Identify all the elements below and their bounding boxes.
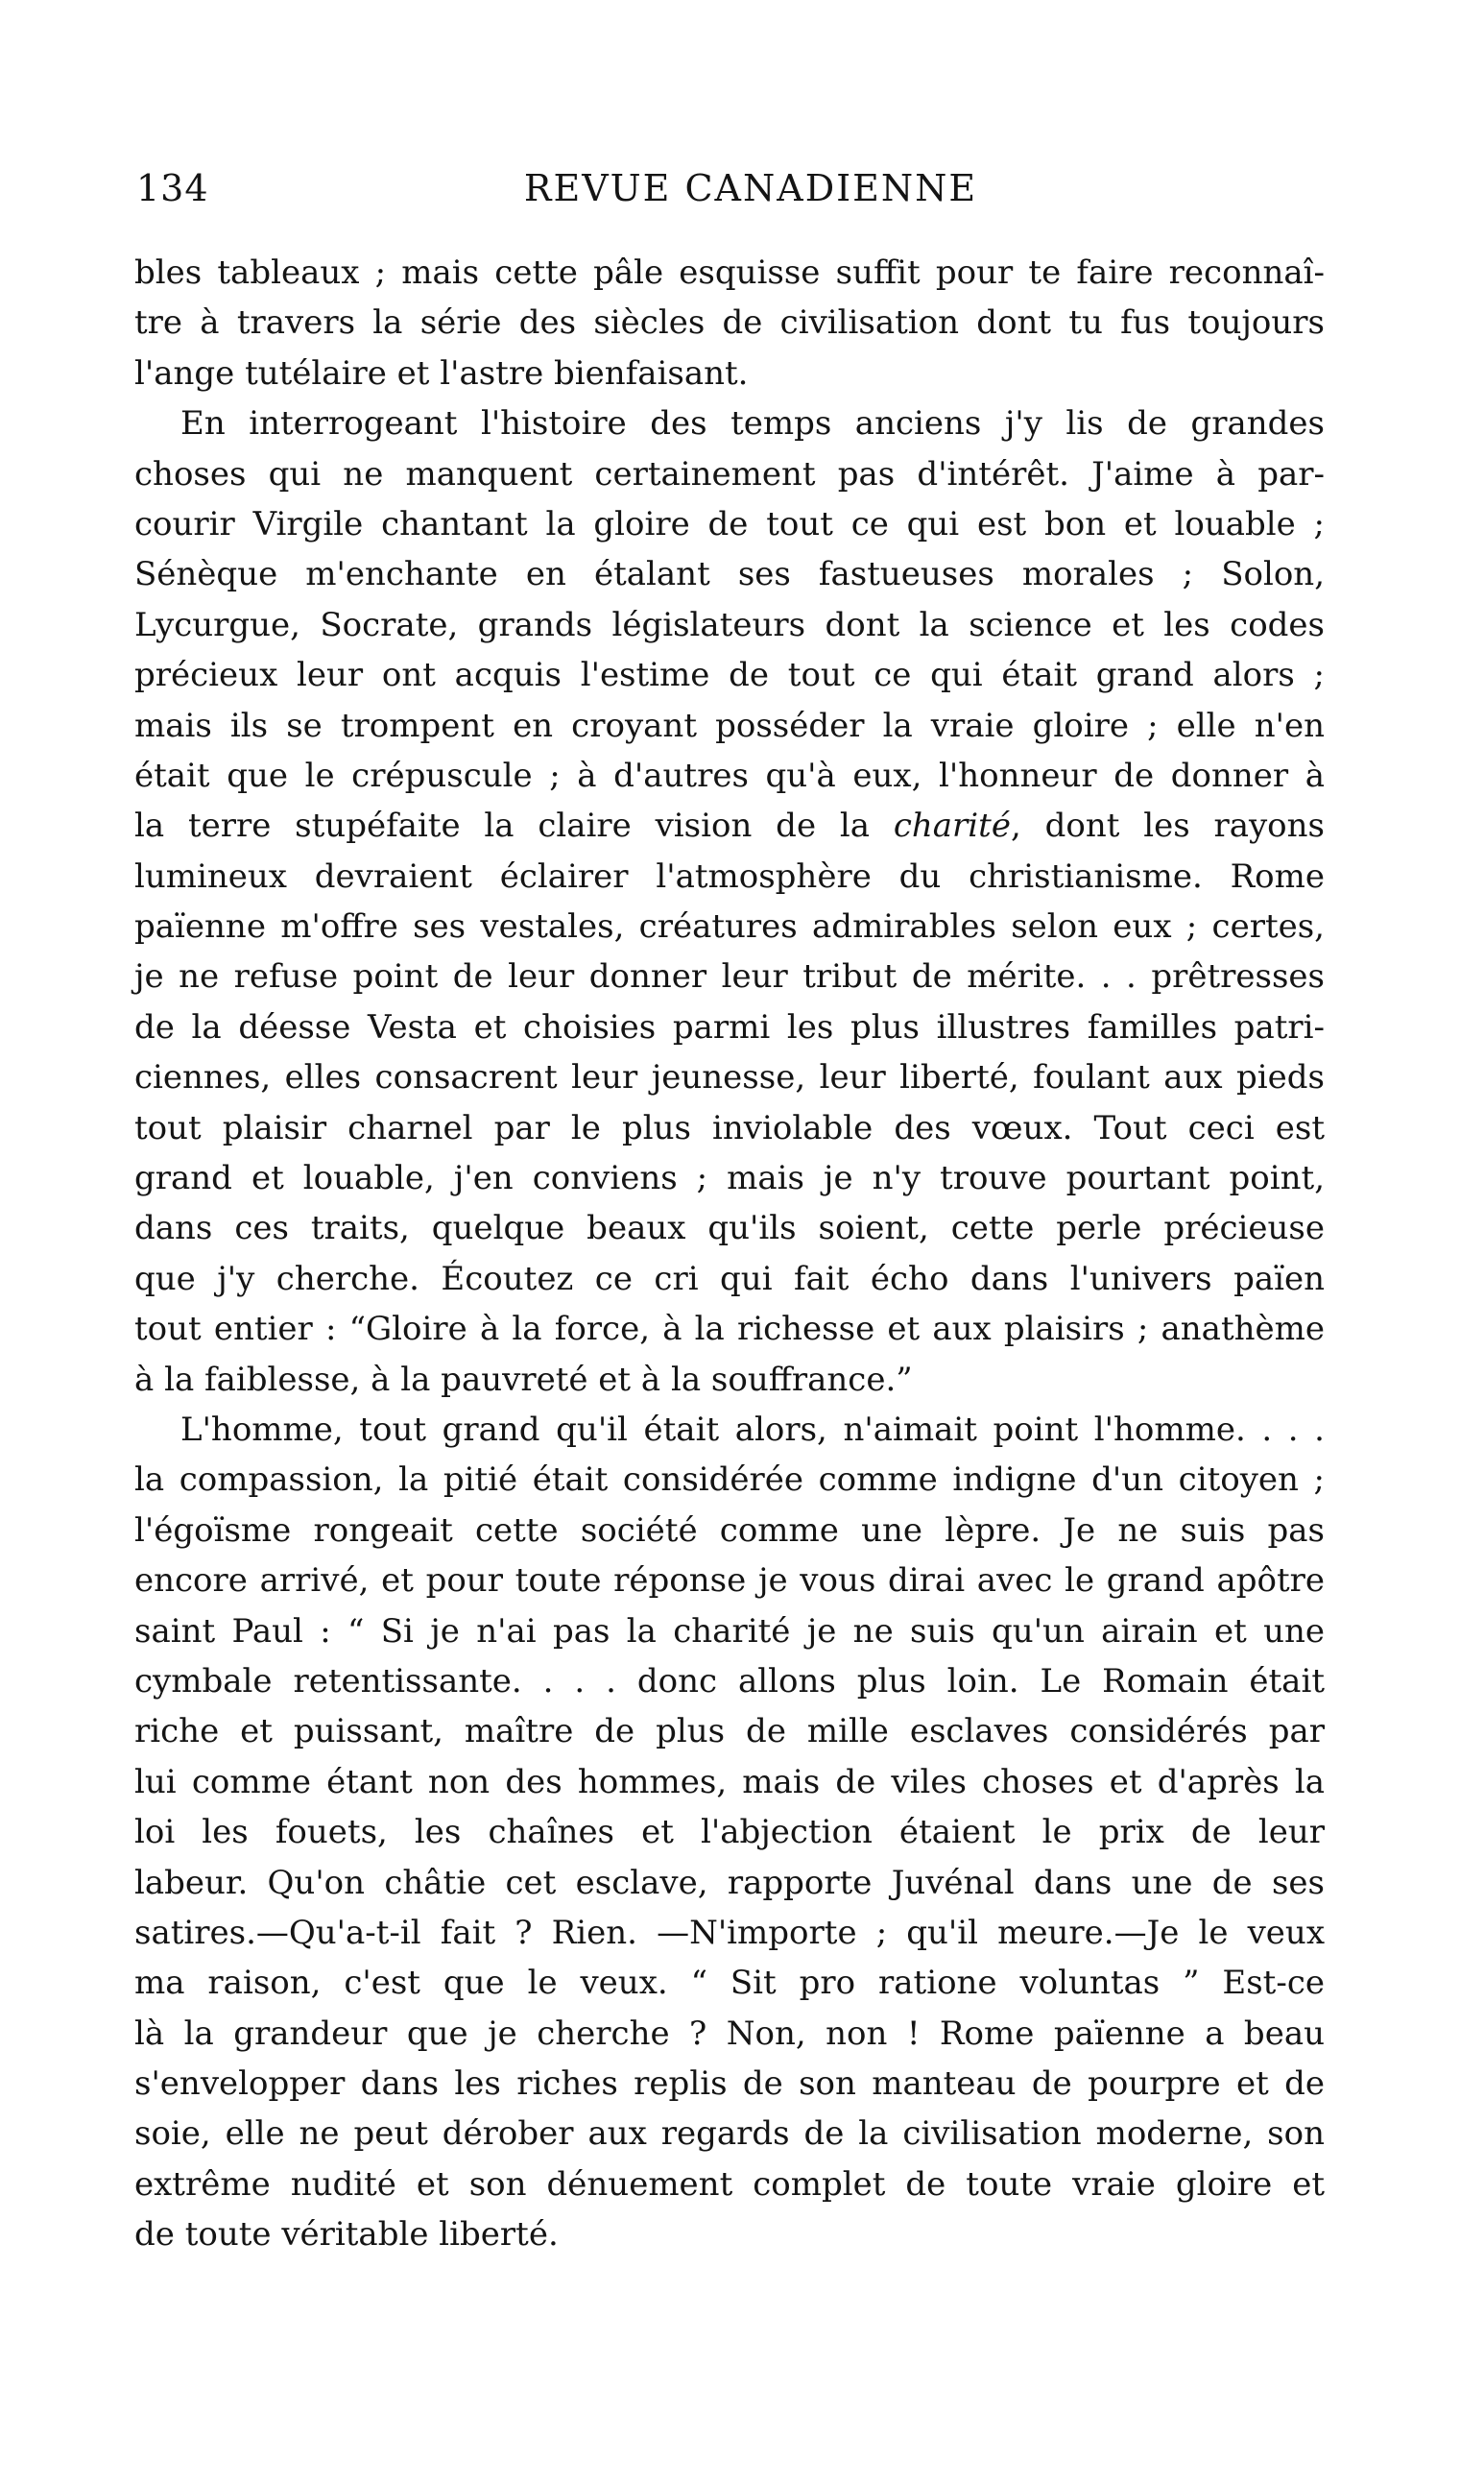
text-line: tout entier : “Gloire à la force, à la richesse et aux plaisirs ; anathème bbox=[134, 1310, 1325, 1349]
paragraph-start-line: L'homme, tout grand qu'il était alors, n'aimait point l'homme. . . . bbox=[180, 1410, 1325, 1449]
text-line: grand et louable, j'en conviens ; mais je n'y trouve pourtant point, bbox=[134, 1159, 1325, 1198]
text-line: encore arrivé, et pour toute réponse je vous dirai avec le grand apôtre bbox=[134, 1561, 1325, 1601]
text-line: s'envelopper dans les riches replis de son manteau de pourpre et de bbox=[134, 2064, 1325, 2104]
text-line: soie, elle ne peut dérober aux regards de la civilisation moderne, son bbox=[134, 2114, 1325, 2154]
text-line: saint Paul : “ Si je n'ai pas la charité je ne suis qu'un airain et une bbox=[134, 1611, 1325, 1651]
body-text bbox=[134, 248, 1325, 2260]
text-line: lui comme étant non des hommes, mais de viles choses et d'après la bbox=[134, 1762, 1325, 1801]
text-line: ciennes, elles consacrent leur jeunesse, leur liberté, foulant aux pieds bbox=[134, 1058, 1325, 1098]
text-line: riche et puissant, maître de plus de mille esclaves considérés par bbox=[134, 1712, 1325, 1751]
text-line: là la grandeur que je cherche ? Non, non ! Rome païenne a beau bbox=[134, 2014, 1325, 2053]
text-line: mais ils se trompent en croyant posséder la vraie gloire ; elle n'en bbox=[134, 706, 1325, 745]
text-line: loi les fouets, les chaînes et l'abjection étaient le prix de leur bbox=[134, 1813, 1325, 1852]
text-line: païenne m'offre ses vestales, créatures admirables selon eux ; certes, bbox=[134, 907, 1325, 947]
text-line: satires.—Qu'a-t-il fait ? Rien. —N'importe ; qu'il meure.—Je le veux bbox=[134, 1913, 1325, 1952]
text-line: de toute véritable liberté. bbox=[134, 2215, 559, 2255]
text-line: lumineux devraient éclairer l'atmosphère du christianisme. Rome bbox=[134, 856, 1325, 896]
line-text-before: la terre stupéfaite la claire vision de la bbox=[134, 807, 894, 846]
text-line: était que le crépuscule ; à d'autres qu'à eux, l'honneur de donner à bbox=[134, 756, 1325, 795]
text-line: cymbale retentissante. . . . donc allons plus loin. Le Romain était bbox=[134, 1661, 1325, 1701]
text-line: bles tableaux ; mais cette pâle esquisse suffit pour te faire reconnaî- bbox=[134, 253, 1325, 292]
text-line: l'ange tutélaire et l'astre bienfaisant. bbox=[134, 353, 749, 393]
text-line: précieux leur ont acquis l'estime de tout ce qui était grand alors ; bbox=[134, 656, 1325, 695]
text-line: l'égoïsme rongeait cette société comme une lèpre. Je ne suis pas bbox=[134, 1510, 1325, 1550]
text-line: courir Virgile chantant la gloire de tout ce qui est bon et louable ; bbox=[134, 504, 1325, 543]
running-header bbox=[136, 165, 1327, 211]
text-line: de la déesse Vesta et choisies parmi les plus illustres familles patri- bbox=[134, 1007, 1325, 1047]
text-line: extrême nudité et son dénuement complet de toute vraie gloire et bbox=[134, 2164, 1325, 2204]
text-line: tre à travers la série des siècles de civilisation dont tu fus toujours bbox=[134, 303, 1325, 343]
text-line: Sénèque m'enchante en étalant ses fastueuses morales ; Solon, bbox=[134, 555, 1325, 594]
text-line: dans ces traits, quelque beaux qu'ils soient, cette perle précieuse bbox=[134, 1209, 1325, 1248]
text-line: à la faiblesse, à la pauvreté et à la souffrance.” bbox=[134, 1360, 913, 1399]
text-line: labeur. Qu'on châtie cet esclave, rapporte Juvénal dans une de ses bbox=[134, 1863, 1325, 1902]
text-line: choses qui ne manquent certainement pas d'intérêt. J'aime à par- bbox=[134, 454, 1325, 494]
text-line: je ne refuse point de leur donner leur tribut de mérite. . . prêtresses bbox=[134, 957, 1325, 997]
italic-word-charite: charité bbox=[893, 807, 1011, 846]
text-line-with-italic bbox=[134, 801, 1325, 851]
text-line: la compassion, la pitié était considérée comme indigne d'un citoyen ; bbox=[134, 1460, 1325, 1500]
journal-title: REVUE CANADIENNE bbox=[523, 167, 978, 209]
line-text-after: , dont les rayons bbox=[1010, 807, 1325, 846]
text-line: que j'y cherche. Écoutez ce cri qui fait écho dans l'univers païen bbox=[134, 1259, 1325, 1298]
page-number: 134 bbox=[136, 167, 209, 209]
text-line: Lycurgue, Socrate, grands législateurs dont la science et les codes bbox=[134, 605, 1325, 644]
paragraph-start-line: En interrogeant l'histoire des temps anciens j'y lis de grandes bbox=[180, 404, 1325, 444]
text-line: tout plaisir charnel par le plus inviolable des vœux. Tout ceci est bbox=[134, 1108, 1325, 1147]
text-line: ma raison, c'est que le veux. “ Sit pro ratione voluntas ” Est-ce bbox=[134, 1964, 1325, 2003]
